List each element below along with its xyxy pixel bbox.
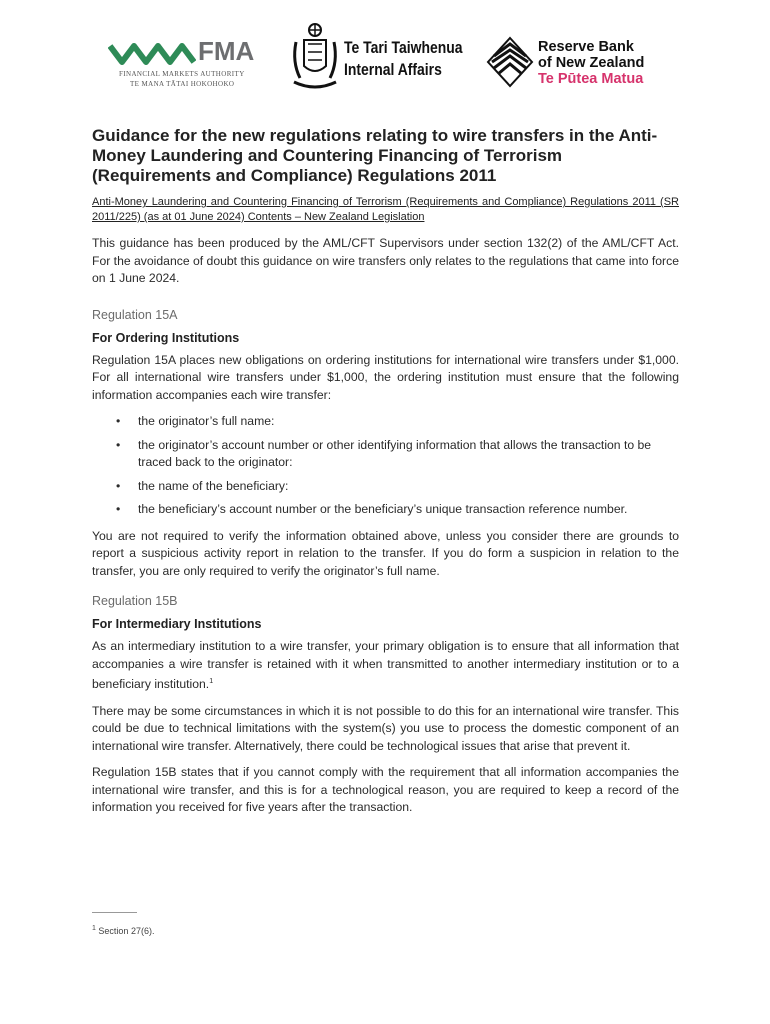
footnote-number: 1 (92, 925, 96, 932)
dia-logo (290, 22, 463, 97)
required-information-list (92, 413, 679, 519)
bullet-icon: • (116, 502, 121, 516)
document-title: Guidance for the new regulations relating to wire transfers in the Anti-Money Laundering and Countering Financing of Terrorism (Requirements and Compliance) Regulations 2011 (92, 126, 658, 185)
fma-subtitle: FINANCIAL MARKETS AUTHORITY (119, 70, 245, 78)
list-item-text: the beneficiary’s account number or the beneficiary’s unique transaction reference number. (138, 502, 628, 516)
regulation-15a-paragraph-2: You are not required to verify the information obtained above, unless you consider there are grounds to report a suspicious activity report in relation to the transfer. If you do form a suspicion in relation to the transfer, you are only required to verify the originator’s full name. (92, 528, 679, 578)
list-item-text: the name of the beneficiary: (138, 478, 289, 493)
list-item (116, 437, 679, 472)
intro-paragraph: This guidance has been produced by the AML/CFT Supervisors under section 132(2) of the AML/CFT Act. For the avoidance of doubt this guidance on wire transfers only relates to the regulations that came into force on 1 June 2024. (92, 236, 679, 285)
list-item (116, 478, 679, 496)
bullet-icon: • (116, 414, 121, 428)
regulation-15b-paragraph-2: There may be some circumstances in which it is not possible to do this for an international wire transfer. This could be due to technical limitations with the system(s) you use to process the domestic component of an international wire transfer. Alternatively, there could be technological issues that arise that prevent it. (92, 703, 679, 753)
ordering-institutions-heading: For Ordering Institutions (92, 330, 240, 345)
rbnz-maori-name: Te Pūtea Matua (538, 71, 644, 87)
dia-english-name: Internal Affairs (344, 60, 442, 79)
footnote-text: Section 27(6). (98, 926, 155, 936)
rbnz-name-line1: Reserve Bank (538, 39, 634, 55)
bullet-icon: • (116, 437, 121, 452)
fma-wave-icon (108, 40, 196, 68)
intermediary-institutions-heading: For Intermediary Institutions (92, 617, 262, 631)
regulation-15b-paragraph-3: Regulation 15B states that if you cannot comply with the requirement that all information accompanies the international wire transfer, and this is for a technological reason, you are required to keep a record of the information you received for five years after the transaction. (92, 765, 679, 815)
fma-wordmark: FMA (198, 36, 255, 66)
footnote-divider (92, 912, 137, 913)
list-item-text: the originator’s account number or other identifying information that allows the transaction to be traced back to the originator: (138, 437, 652, 469)
regulation-15b-heading: Regulation 15B (92, 594, 178, 608)
coat-of-arms-icon (290, 22, 340, 94)
logo-bar (0, 22, 770, 102)
rbnz-logo (486, 36, 676, 96)
dia-maori-name: Te Tari Taiwhenua (344, 38, 463, 57)
document-body (92, 126, 679, 826)
rbnz-name-line2: of New Zealand (538, 55, 645, 71)
list-item (116, 501, 679, 519)
fma-maori-subtitle: TE MANA TĀTAI HOKOHOKO (130, 80, 235, 88)
legislation-link[interactable]: Anti-Money Laundering and Countering Financing of Terrorism (Requirements and Compliance) Regulations 2011 (SR 2011/225) (as at 01 June 2024) Contents – New Zealand Legislation (92, 196, 679, 223)
footnote (92, 925, 154, 936)
rbnz-emblem-icon (486, 36, 534, 88)
regulation-15b-paragraph-1 (92, 638, 679, 694)
fma-logo (108, 36, 258, 100)
regulation-15a-heading: Regulation 15A (92, 307, 178, 322)
list-item-text: the originator’s full name: (138, 414, 275, 428)
list-item (116, 413, 679, 431)
footnote-reference[interactable]: 1 (209, 678, 214, 685)
bullet-icon: • (116, 478, 121, 493)
regulation-15a-paragraph-1: Regulation 15A places new obligations on ordering institutions for international wire transfers under $1,000. For all international wire transfers under $1,000, the ordering institution must ensure that the following information accompanies each wire transfer: (92, 352, 679, 402)
paragraph-text: As an intermediary institution to a wire transfer, your primary obligation is to ensure that all information that accompanies a wire transfer is retained with it when transmitted to another intermediary institution or to a beneficiary institution. (92, 639, 679, 692)
